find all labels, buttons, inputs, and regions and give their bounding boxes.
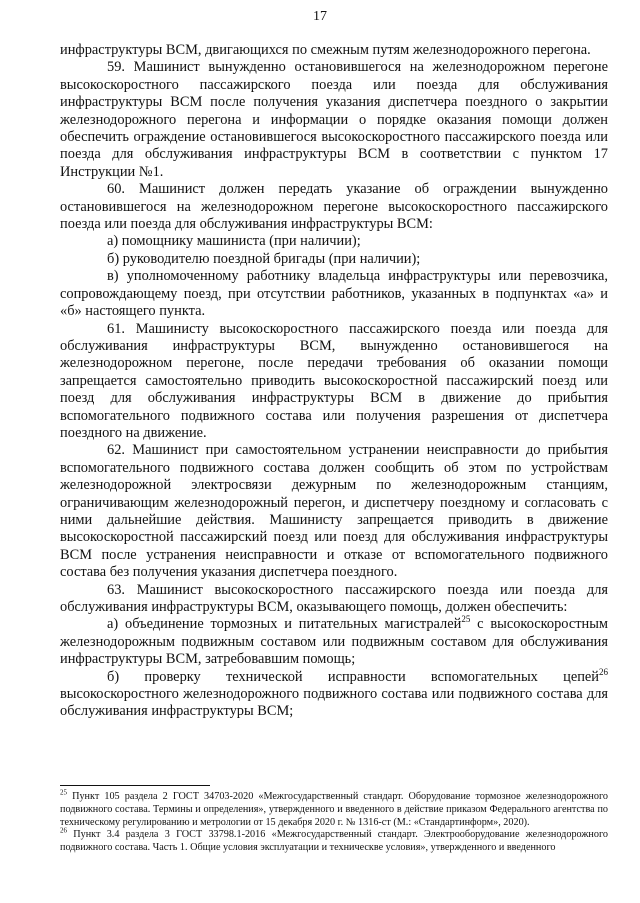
paragraph-63: 63. Машинист высокоскоростного пассажирского поезда или поезда для обслуживания инфраструктуры ВСМ, оказывающего помощь, должен обеспечить: [60, 581, 608, 615]
paragraph-62: 62. Машинист при самостоятельном устранении неисправности до прибытия вспомогательного подвижного состава должен сообщить об этом по устройствам железнодорожной электросвязи дежурным по железнодорожным станциям, ограничивающим железнодорожный перегон, и диспетчеру поездному и согласовать с ними дальнейшие действия. Машинисту запрещается приводить в движение высокоскоростной пассажирский поезд или поезд для обслуживания инфраструктуры ВСМ после устранения неисправности и отказе от вспомогательного подвижного состава без получения указания диспетчера поездного. [60, 442, 608, 581]
paragraph-63-a: а) объединение тормозных и питательных магистралей$^{25}$ с высокоскоростным железнодорожным подвижным составом или подвижным составом для обслуживания инфраструктуры ВСМ, затребовавшим помощь; [60, 614, 608, 668]
paragraph-60-a: а) помощнику машиниста (при наличии); [107, 233, 361, 250]
footnote-separator [60, 785, 210, 786]
paragraph-63-b: б) проверку технической исправности вспомогательных цепей$^{26}$ высокоскоростного железнодорожного подвижного состава или подвижного состава для обслуживания инфраструктуры ВСМ; [60, 666, 608, 720]
paragraph-60: 60. Машинист должен передать указание об ограждении вынужденно остановившегося на железнодорожном перегоне высокоскоростного пассажирского поезда или поезда для обслуживания инфраструктуры ВСМ: [60, 181, 608, 233]
paragraph-60-v: в) уполномоченному работнику владельца инфраструктуры или перевозчика, сопровождающему поезд, при отсутствии работников, указанных в подпунктах «а» и «б» настоящего пункта. [60, 268, 608, 320]
body-text [60, 42, 608, 721]
footnote-26: $^{26}$ Пункт 3.4 раздела 3 ГОСТ 33798.1-2016 «Межгосударственный стандарт. Электрооборудование железнодорожного подвижного состава. Часть 1. Общие условия эксплуатации и техническве условия», утвержденного и введенного [60, 827, 608, 854]
footnote-25: $^{25}$ Пункт 105 раздела 2 ГОСТ 34703-2020 «Межгосударственный стандарт. Оборудование тормозное железнодорожного подвижного состава. Термины и определения», утвержденного и введенного в действие приказом Федерального агентства по техническому регулированию и метрологии от 15 декабря 2020 г. № 1316-ст (М.: «Стандартинформ», 2020). [60, 788, 608, 828]
paragraph-0: инфраструктуры ВСМ, двигающихся по смежным путям железнодорожного перегона. [60, 42, 591, 58]
paragraph-59: 59. Машинист вынужденно остановившегося на железнодорожном перегоне высокоскоростного пассажирского поезда или поезда для обслуживания инфраструктуры ВСМ после получения указания диспетчера поездного о закрытии железнодорожного перегона и информации о порядке оказания помощи должен обеспечить ограждение остановившегося высокоскоростного пассажирского поезда или поезда для обслуживания инфраструктуры ВСМ в соответствии с пунктом 17 Инструкции №1. [60, 59, 608, 180]
paragraph-60-b: б) руководителю поездной бригады (при наличии); [107, 250, 421, 267]
page-number: 17 [313, 9, 327, 24]
footnote-ref-25: 25 [461, 614, 471, 625]
paragraph-61: 61. Машинисту высокоскоростного пассажирского поезда или поезда для обслуживания инфраструктуры ВСМ, вынужденно остановившегося на железнодорожном перегоне, после передачи требования об оказании помощи запрещается самостоятельно приводить высокоскоростной пассажирский поезд или поезд для обслуживания инфраструктуры ВСМ в движение до прибытия вспомогательного подвижного состава или получения разрешения от диспетчера поездного на движение. [60, 320, 608, 441]
footnotes [60, 788, 608, 855]
footnote-ref-26: 26 [599, 666, 608, 677]
